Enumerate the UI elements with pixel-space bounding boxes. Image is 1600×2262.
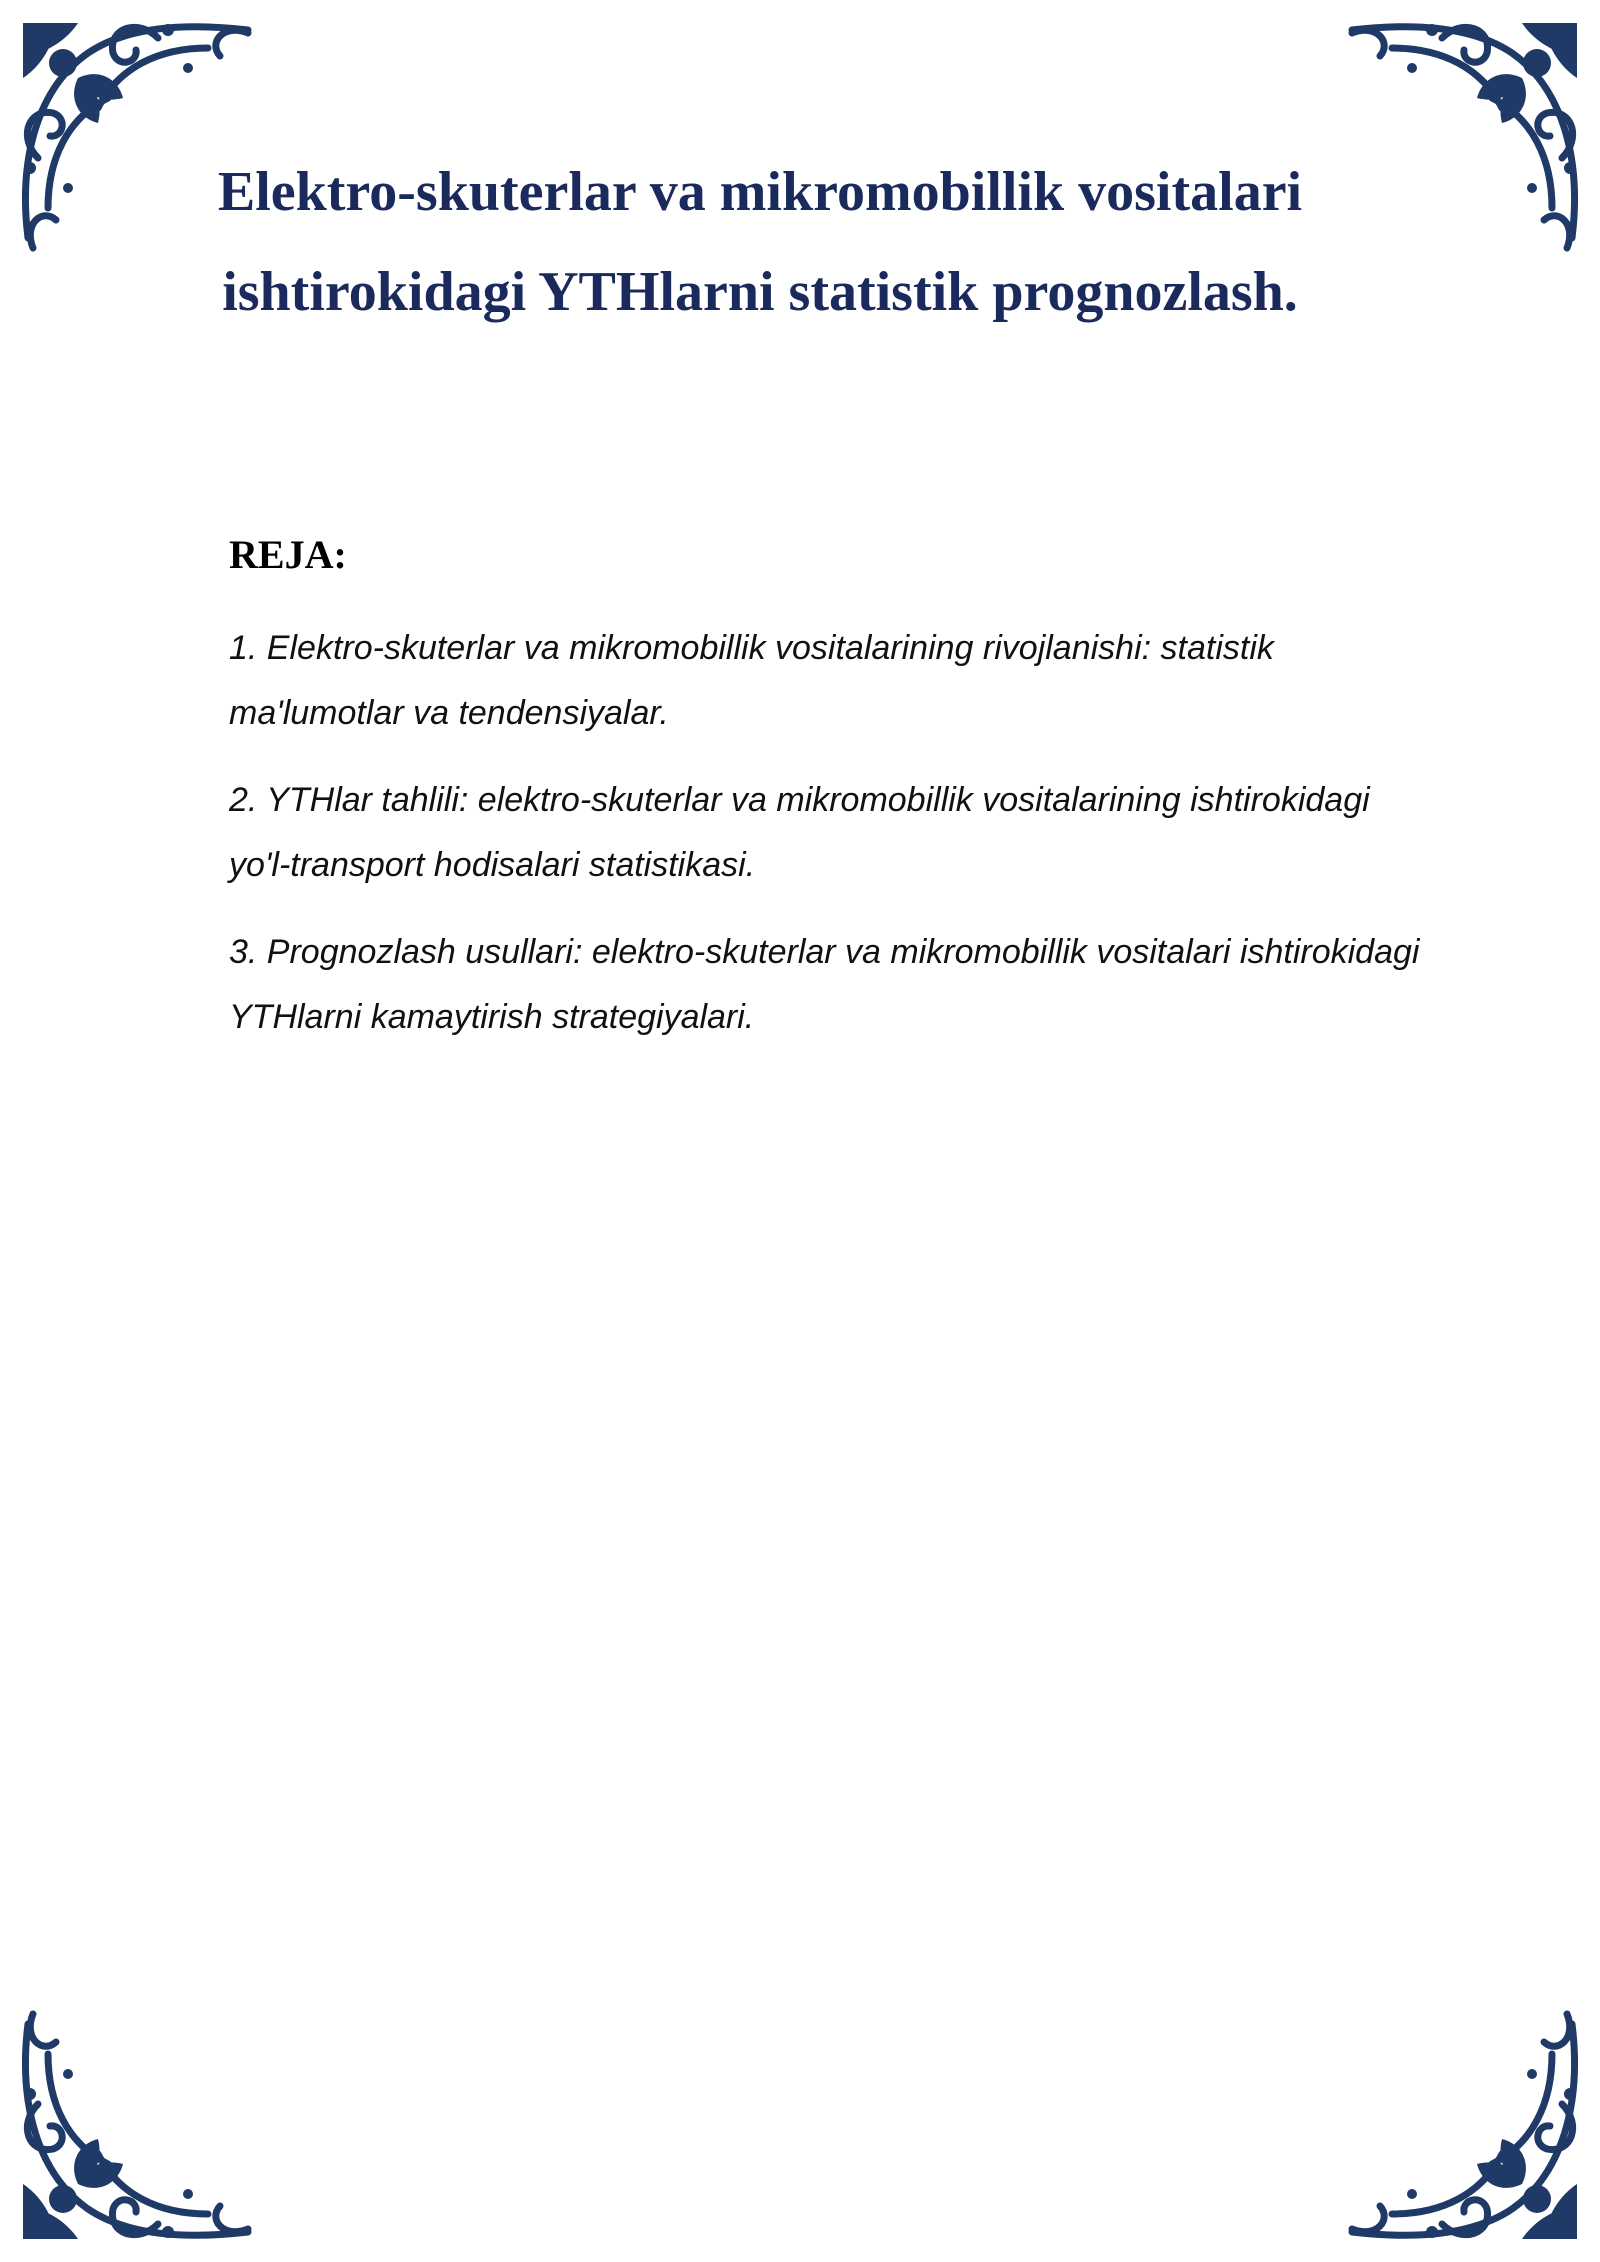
plan-item: [229, 768, 1529, 898]
plan-item-line: ma'lumotlar va tendensiyalar.: [229, 694, 669, 732]
corner-ornament-icon: [1342, 8, 1592, 258]
plan-item-line: YTHlarni kamaytirish strategiyalari.: [229, 998, 755, 1036]
corner-ornament-icon: [8, 2004, 258, 2254]
plan-heading: REJA:: [229, 532, 347, 577]
plan-item-line: 2. YTHlar tahlili: elektro-skuterlar va mikromobillik vositalarining ishtirokidagi: [229, 781, 1370, 819]
title-line: Elektro-skuterlar va mikromobillik vositalari: [217, 161, 1303, 223]
title-line: ishtirokidagi YTHlarni statistik prognozlash.: [222, 261, 1298, 323]
corner-ornament-icon: [1342, 2004, 1592, 2254]
plan-item: [229, 920, 1529, 1050]
plan-list: [229, 616, 1529, 1072]
document-title: [200, 142, 1320, 342]
plan-item-line: 3. Prognozlash usullari: elektro-skuterlar va mikromobillik vositalari ishtirokidagi: [229, 933, 1420, 971]
plan-item-line: yo'l-transport hodisalari statistikasi.: [229, 846, 756, 884]
plan-item-line: 1. Elektro-skuterlar va mikromobillik vositalarining rivojlanishi: statistik: [229, 629, 1274, 667]
plan-item: [229, 616, 1529, 746]
